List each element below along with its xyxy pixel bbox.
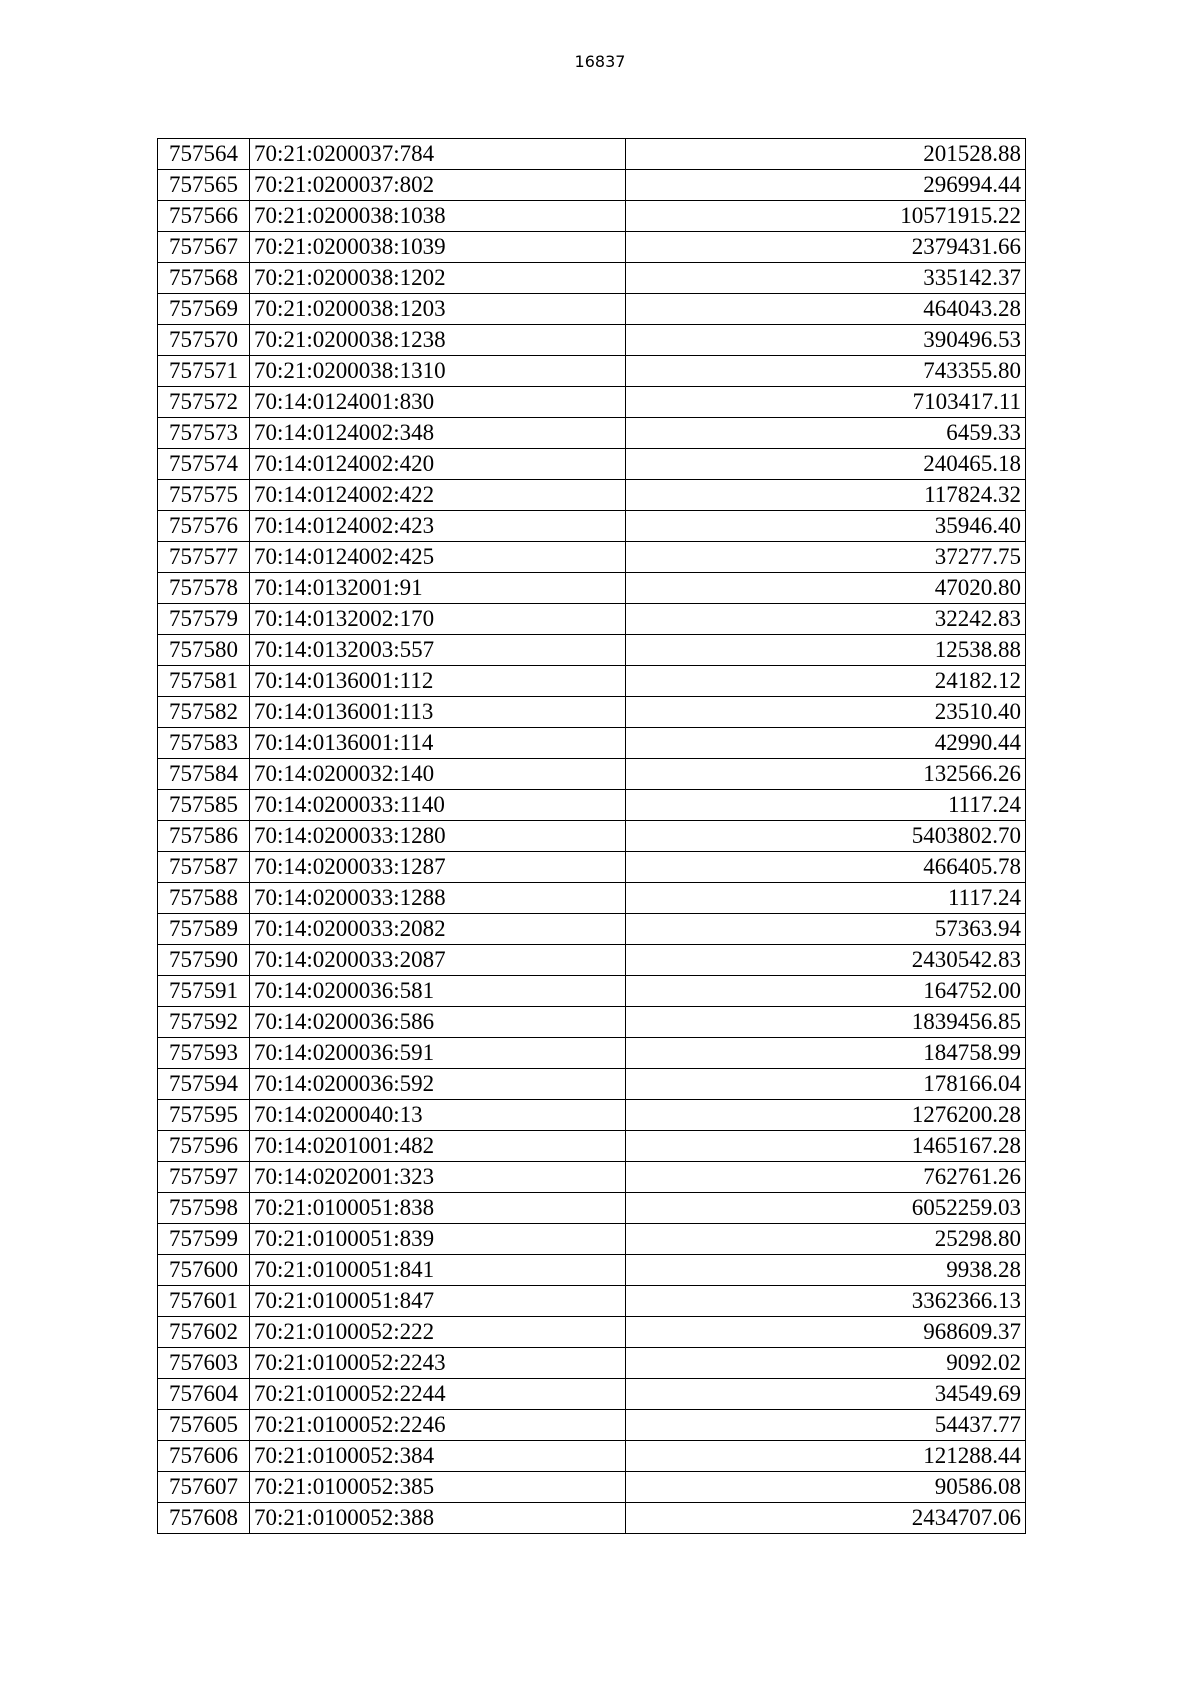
cadastral-number-cell: 70:21:0100051:847 (250, 1286, 626, 1317)
cadastral-number-cell: 70:14:0132001:91 (250, 573, 626, 604)
row-number-cell: 757607 (158, 1472, 250, 1503)
cadastral-number-cell: 70:14:0200036:586 (250, 1007, 626, 1038)
cadastral-number-cell: 70:14:0200036:581 (250, 976, 626, 1007)
cadastral-number-cell: 70:14:0200036:591 (250, 1038, 626, 1069)
cadastral-value-cell: 743355.80 (626, 356, 1026, 387)
row-number-cell: 757584 (158, 759, 250, 790)
cadastral-value-cell: 1117.24 (626, 883, 1026, 914)
table-row (158, 356, 1026, 387)
cadastral-value-cell: 1276200.28 (626, 1100, 1026, 1131)
table-row (158, 790, 1026, 821)
cadastral-value-cell: 968609.37 (626, 1317, 1026, 1348)
cadastral-value-cell: 57363.94 (626, 914, 1026, 945)
cadastral-number-cell: 70:14:0132002:170 (250, 604, 626, 635)
table-row (158, 1038, 1026, 1069)
cadastral-value-cell: 201528.88 (626, 139, 1026, 170)
table-row (158, 1348, 1026, 1379)
row-number-cell: 757597 (158, 1162, 250, 1193)
cadastral-number-cell: 70:21:0200037:784 (250, 139, 626, 170)
cadastral-number-cell: 70:21:0200038:1038 (250, 201, 626, 232)
table-row (158, 821, 1026, 852)
cadastral-value-cell: 12538.88 (626, 635, 1026, 666)
table-row (158, 1472, 1026, 1503)
table-row (158, 1255, 1026, 1286)
cadastral-number-cell: 70:14:0202001:323 (250, 1162, 626, 1193)
cadastral-number-cell: 70:14:0124001:830 (250, 387, 626, 418)
cadastral-value-cell: 121288.44 (626, 1441, 1026, 1472)
row-number-cell: 757598 (158, 1193, 250, 1224)
row-number-cell: 757601 (158, 1286, 250, 1317)
row-number-cell: 757592 (158, 1007, 250, 1038)
table-row (158, 1100, 1026, 1131)
row-number-cell: 757579 (158, 604, 250, 635)
cadastral-value-cell: 25298.80 (626, 1224, 1026, 1255)
cadastral-value-cell: 184758.99 (626, 1038, 1026, 1069)
row-number-cell: 757588 (158, 883, 250, 914)
cadastral-value-cell: 178166.04 (626, 1069, 1026, 1100)
row-number-cell: 757604 (158, 1379, 250, 1410)
cadastral-number-cell: 70:21:0100052:385 (250, 1472, 626, 1503)
cadastral-value-cell: 5403802.70 (626, 821, 1026, 852)
table-row (158, 1162, 1026, 1193)
table-row (158, 697, 1026, 728)
table-row (158, 387, 1026, 418)
table-row (158, 1410, 1026, 1441)
cadastral-number-cell: 70:14:0124002:423 (250, 511, 626, 542)
cadastral-number-cell: 70:21:0100052:2246 (250, 1410, 626, 1441)
table-row (158, 511, 1026, 542)
cadastral-number-cell: 70:14:0200033:1287 (250, 852, 626, 883)
cadastral-value-cell: 164752.00 (626, 976, 1026, 1007)
table-row (158, 1317, 1026, 1348)
row-number-cell: 757608 (158, 1503, 250, 1534)
cadastral-value-cell: 24182.12 (626, 666, 1026, 697)
cadastral-value-cell: 42990.44 (626, 728, 1026, 759)
table-row (158, 418, 1026, 449)
row-number-cell: 757566 (158, 201, 250, 232)
cadastral-number-cell: 70:14:0200040:13 (250, 1100, 626, 1131)
cadastral-number-cell: 70:21:0100051:839 (250, 1224, 626, 1255)
row-number-cell: 757570 (158, 325, 250, 356)
cadastral-value-cell: 762761.26 (626, 1162, 1026, 1193)
table-row (158, 976, 1026, 1007)
cadastral-value-cell: 132566.26 (626, 759, 1026, 790)
row-number-cell: 757594 (158, 1069, 250, 1100)
cadastral-number-cell: 70:14:0200032:140 (250, 759, 626, 790)
cadastral-number-cell: 70:21:0100052:2244 (250, 1379, 626, 1410)
cadastral-number-cell: 70:21:0200037:802 (250, 170, 626, 201)
cadastral-value-cell: 9938.28 (626, 1255, 1026, 1286)
cadastral-value-cell: 1117.24 (626, 790, 1026, 821)
cadastral-value-cell: 34549.69 (626, 1379, 1026, 1410)
cadastral-value-cell: 335142.37 (626, 263, 1026, 294)
row-number-cell: 757583 (158, 728, 250, 759)
table-row (158, 232, 1026, 263)
table-row (158, 604, 1026, 635)
row-number-cell: 757589 (158, 914, 250, 945)
cadastral-value-cell: 54437.77 (626, 1410, 1026, 1441)
row-number-cell: 757564 (158, 139, 250, 170)
cadastral-number-cell: 70:14:0200033:2087 (250, 945, 626, 976)
table-body (158, 139, 1026, 1534)
row-number-cell: 757596 (158, 1131, 250, 1162)
cadastral-number-cell: 70:21:0100052:222 (250, 1317, 626, 1348)
cadastral-number-cell: 70:14:0200033:1140 (250, 790, 626, 821)
cadastral-value-cell: 6052259.03 (626, 1193, 1026, 1224)
page-number: 16837 (574, 52, 626, 71)
row-number-cell: 757577 (158, 542, 250, 573)
row-number-cell: 757567 (158, 232, 250, 263)
cadastral-value-cell: 466405.78 (626, 852, 1026, 883)
cadastral-value-cell: 7103417.11 (626, 387, 1026, 418)
table-row (158, 883, 1026, 914)
row-number-cell: 757585 (158, 790, 250, 821)
cadastral-number-cell: 70:14:0201001:482 (250, 1131, 626, 1162)
cadastral-value-cell: 240465.18 (626, 449, 1026, 480)
table-row (158, 1441, 1026, 1472)
row-number-cell: 757571 (158, 356, 250, 387)
row-number-cell: 757605 (158, 1410, 250, 1441)
table-row (158, 263, 1026, 294)
table-row (158, 1069, 1026, 1100)
cadastral-number-cell: 70:21:0100051:841 (250, 1255, 626, 1286)
table-row (158, 852, 1026, 883)
cadastral-value-table (157, 138, 1026, 1534)
cadastral-value-cell: 390496.53 (626, 325, 1026, 356)
table-row (158, 480, 1026, 511)
cadastral-value-cell: 47020.80 (626, 573, 1026, 604)
row-number-cell: 757580 (158, 635, 250, 666)
table-row (158, 1007, 1026, 1038)
cadastral-value-cell: 10571915.22 (626, 201, 1026, 232)
row-number-cell: 757569 (158, 294, 250, 325)
row-number-cell: 757606 (158, 1441, 250, 1472)
table-row (158, 945, 1026, 976)
row-number-cell: 757576 (158, 511, 250, 542)
row-number-cell: 757599 (158, 1224, 250, 1255)
table-row (158, 325, 1026, 356)
row-number-cell: 757591 (158, 976, 250, 1007)
table-row (158, 294, 1026, 325)
row-number-cell: 757602 (158, 1317, 250, 1348)
table-row (158, 1193, 1026, 1224)
cadastral-value-cell: 32242.83 (626, 604, 1026, 635)
row-number-cell: 757586 (158, 821, 250, 852)
row-number-cell: 757581 (158, 666, 250, 697)
cadastral-value-cell: 3362366.13 (626, 1286, 1026, 1317)
cadastral-value-cell: 296994.44 (626, 170, 1026, 201)
cadastral-value-cell: 9092.02 (626, 1348, 1026, 1379)
cadastral-number-cell: 70:21:0200038:1202 (250, 263, 626, 294)
cadastral-value-cell: 2430542.83 (626, 945, 1026, 976)
cadastral-number-cell: 70:14:0132003:557 (250, 635, 626, 666)
cadastral-value-cell: 1839456.85 (626, 1007, 1026, 1038)
table-row (158, 1131, 1026, 1162)
cadastral-number-cell: 70:14:0200033:1280 (250, 821, 626, 852)
cadastral-value-cell: 1465167.28 (626, 1131, 1026, 1162)
table-row (158, 573, 1026, 604)
row-number-cell: 757600 (158, 1255, 250, 1286)
cadastral-value-cell: 37277.75 (626, 542, 1026, 573)
cadastral-number-cell: 70:21:0100052:2243 (250, 1348, 626, 1379)
cadastral-number-cell: 70:14:0124002:348 (250, 418, 626, 449)
cadastral-number-cell: 70:21:0200038:1203 (250, 294, 626, 325)
row-number-cell: 757574 (158, 449, 250, 480)
table-row (158, 1286, 1026, 1317)
cadastral-value-cell: 2434707.06 (626, 1503, 1026, 1534)
row-number-cell: 757603 (158, 1348, 250, 1379)
table-row (158, 666, 1026, 697)
table-row (158, 542, 1026, 573)
table-row (158, 201, 1026, 232)
cadastral-number-cell: 70:21:0200038:1039 (250, 232, 626, 263)
table-row (158, 139, 1026, 170)
cadastral-value-cell: 117824.32 (626, 480, 1026, 511)
row-number-cell: 757587 (158, 852, 250, 883)
cadastral-number-cell: 70:21:0100052:388 (250, 1503, 626, 1534)
cadastral-number-cell: 70:14:0200033:1288 (250, 883, 626, 914)
row-number-cell: 757582 (158, 697, 250, 728)
cadastral-number-cell: 70:14:0124002:422 (250, 480, 626, 511)
cadastral-number-cell: 70:21:0200038:1238 (250, 325, 626, 356)
row-number-cell: 757595 (158, 1100, 250, 1131)
table-row (158, 728, 1026, 759)
cadastral-number-cell: 70:14:0200033:2082 (250, 914, 626, 945)
cadastral-value-cell: 23510.40 (626, 697, 1026, 728)
cadastral-number-cell: 70:21:0100052:384 (250, 1441, 626, 1472)
table-row (158, 170, 1026, 201)
cadastral-number-cell: 70:14:0124002:425 (250, 542, 626, 573)
table-row (158, 449, 1026, 480)
cadastral-number-cell: 70:14:0200036:592 (250, 1069, 626, 1100)
cadastral-value-cell: 6459.33 (626, 418, 1026, 449)
table-row (158, 1503, 1026, 1534)
row-number-cell: 757593 (158, 1038, 250, 1069)
cadastral-number-cell: 70:21:0100051:838 (250, 1193, 626, 1224)
row-number-cell: 757568 (158, 263, 250, 294)
cadastral-number-cell: 70:14:0124002:420 (250, 449, 626, 480)
table-row (158, 914, 1026, 945)
row-number-cell: 757573 (158, 418, 250, 449)
table-row (158, 1379, 1026, 1410)
table-row (158, 1224, 1026, 1255)
cadastral-number-cell: 70:21:0200038:1310 (250, 356, 626, 387)
cadastral-number-cell: 70:14:0136001:114 (250, 728, 626, 759)
cadastral-value-cell: 35946.40 (626, 511, 1026, 542)
row-number-cell: 757590 (158, 945, 250, 976)
table-row (158, 759, 1026, 790)
row-number-cell: 757565 (158, 170, 250, 201)
row-number-cell: 757575 (158, 480, 250, 511)
row-number-cell: 757572 (158, 387, 250, 418)
table-row (158, 635, 1026, 666)
cadastral-value-cell: 464043.28 (626, 294, 1026, 325)
cadastral-value-cell: 2379431.66 (626, 232, 1026, 263)
cadastral-number-cell: 70:14:0136001:112 (250, 666, 626, 697)
cadastral-number-cell: 70:14:0136001:113 (250, 697, 626, 728)
cadastral-value-cell: 90586.08 (626, 1472, 1026, 1503)
row-number-cell: 757578 (158, 573, 250, 604)
